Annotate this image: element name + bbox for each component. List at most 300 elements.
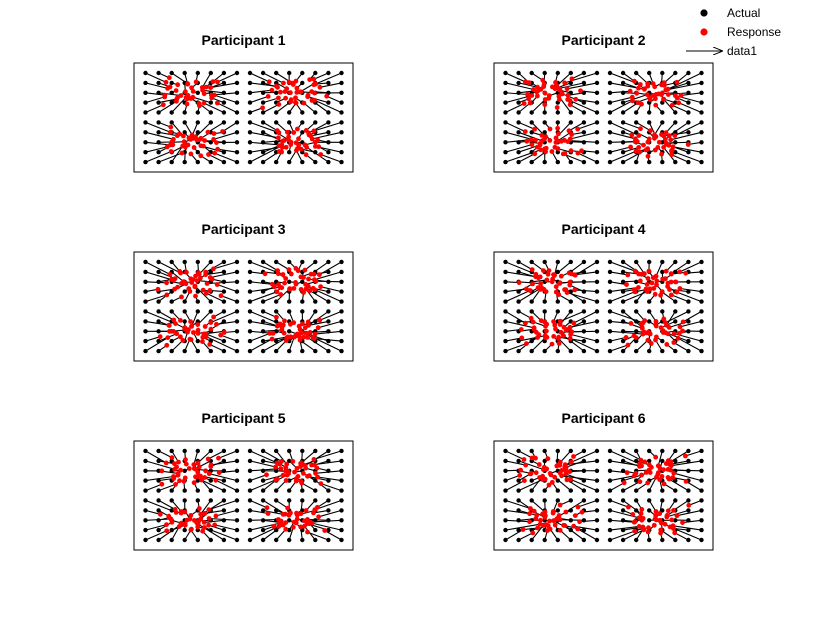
actual-point <box>608 110 612 114</box>
actual-point <box>143 469 147 473</box>
response-point <box>196 460 201 465</box>
actual-point <box>595 110 599 114</box>
actual-point <box>339 110 343 114</box>
response-point <box>676 100 681 105</box>
actual-point <box>143 289 147 293</box>
actual-point <box>313 498 317 502</box>
response-point <box>649 465 654 470</box>
actual-point <box>196 130 200 134</box>
actual-point <box>516 160 520 164</box>
actual-point <box>634 280 638 284</box>
actual-point <box>503 81 507 85</box>
response-point <box>667 287 672 292</box>
response-point <box>622 480 627 485</box>
actual-point <box>143 81 147 85</box>
response-point <box>686 503 691 508</box>
actual-point <box>699 518 703 522</box>
response-point <box>281 323 286 328</box>
response-point <box>532 127 537 132</box>
response-point <box>287 80 292 85</box>
response-point <box>270 337 275 342</box>
actual-point <box>582 349 586 353</box>
response-point <box>291 525 296 530</box>
actual-point <box>503 71 507 75</box>
response-point <box>535 526 540 531</box>
actual-point <box>530 71 534 75</box>
actual-point <box>326 260 330 264</box>
actual-point <box>170 309 174 313</box>
actual-point <box>556 299 560 303</box>
response-point <box>556 86 561 91</box>
response-point <box>642 318 647 323</box>
response-point <box>277 143 282 148</box>
response-point <box>279 519 284 524</box>
response-point <box>174 88 179 93</box>
actual-point <box>608 329 612 333</box>
actual-point <box>569 488 573 492</box>
actual-point <box>516 289 520 293</box>
response-point <box>563 462 568 467</box>
actual-point <box>313 260 317 264</box>
response-point <box>528 101 533 106</box>
actual-point <box>156 309 160 313</box>
response-point <box>534 90 539 95</box>
actual-point <box>673 260 677 264</box>
response-point <box>628 89 633 94</box>
response-point <box>566 93 571 98</box>
actual-point <box>582 449 586 453</box>
actual-point <box>235 260 239 264</box>
actual-point <box>621 289 625 293</box>
actual-point <box>183 349 187 353</box>
actual-point <box>287 110 291 114</box>
response-point <box>318 284 323 289</box>
actual-point <box>183 289 187 293</box>
response-point <box>263 271 268 276</box>
response-point <box>548 527 553 532</box>
response-point <box>164 80 169 85</box>
actual-point <box>170 299 174 303</box>
actual-point <box>235 449 239 453</box>
actual-point <box>235 120 239 124</box>
response-point <box>175 82 180 87</box>
panel-title: Participant 6 <box>561 410 646 426</box>
actual-point <box>686 100 690 104</box>
actual-point <box>608 488 612 492</box>
actual-point <box>339 120 343 124</box>
response-point <box>666 508 671 513</box>
actual-point <box>222 309 226 313</box>
actual-point <box>569 81 573 85</box>
response-point <box>666 87 671 92</box>
actual-point <box>621 518 625 522</box>
actual-point <box>621 81 625 85</box>
legend-label-actual: Actual <box>727 6 761 20</box>
response-point <box>279 459 284 464</box>
response-point <box>663 330 668 335</box>
response-point <box>527 80 532 85</box>
actual-point <box>222 120 226 124</box>
actual-point <box>608 120 612 124</box>
actual-point <box>634 488 638 492</box>
actual-point <box>699 349 703 353</box>
response-point <box>573 513 578 518</box>
actual-point <box>156 488 160 492</box>
response-point <box>674 280 679 285</box>
actual-point <box>156 528 160 532</box>
actual-point <box>156 100 160 104</box>
actual-point <box>156 160 160 164</box>
actual-point <box>143 309 147 313</box>
actual-point <box>608 478 612 482</box>
response-point <box>532 509 537 514</box>
response-point <box>669 463 674 468</box>
response-point <box>524 139 529 144</box>
actual-point <box>248 478 252 482</box>
actual-point <box>699 309 703 313</box>
response-point <box>653 96 658 101</box>
response-point <box>278 90 283 95</box>
actual-point <box>287 120 291 124</box>
actual-point <box>621 498 625 502</box>
actual-point <box>530 449 534 453</box>
actual-point <box>686 319 690 323</box>
actual-point <box>595 289 599 293</box>
actual-point <box>647 299 651 303</box>
actual-point <box>621 459 625 463</box>
response-point <box>552 475 557 480</box>
actual-point <box>235 81 239 85</box>
response-vector <box>506 73 526 82</box>
actual-point <box>209 71 213 75</box>
panel-marks <box>143 260 343 354</box>
response-point <box>667 133 672 138</box>
actual-point <box>196 160 200 164</box>
response-point <box>289 97 294 102</box>
actual-point <box>143 518 147 522</box>
response-point <box>543 91 548 96</box>
actual-point <box>660 160 664 164</box>
response-point <box>167 323 172 328</box>
actual-point <box>543 260 547 264</box>
actual-point <box>516 150 520 154</box>
response-point <box>568 336 573 341</box>
actual-point <box>556 270 560 274</box>
actual-point <box>516 459 520 463</box>
actual-point <box>569 260 573 264</box>
actual-point <box>300 498 304 502</box>
actual-point <box>248 120 252 124</box>
actual-point <box>235 289 239 293</box>
response-point <box>168 130 173 135</box>
response-point <box>519 327 524 332</box>
actual-point <box>634 349 638 353</box>
response-point <box>168 85 173 90</box>
response-point <box>537 475 542 480</box>
actual-point <box>543 498 547 502</box>
response-point <box>551 319 556 324</box>
response-point <box>182 139 187 144</box>
actual-point <box>143 498 147 502</box>
response-point <box>309 463 314 468</box>
actual-point <box>595 528 599 532</box>
actual-point <box>248 538 252 542</box>
response-point <box>638 479 643 484</box>
actual-point <box>274 349 278 353</box>
response-point <box>312 336 317 341</box>
response-point <box>532 151 537 156</box>
response-point <box>171 318 176 323</box>
response-point <box>522 101 527 106</box>
response-point <box>636 285 641 290</box>
response-point <box>648 128 653 133</box>
response-point <box>545 335 550 340</box>
actual-point <box>530 260 534 264</box>
response-point <box>299 330 304 335</box>
actual-point <box>261 309 265 313</box>
response-point <box>295 127 300 132</box>
actual-point <box>634 459 638 463</box>
actual-point <box>595 150 599 154</box>
response-point <box>638 126 643 131</box>
actual-point <box>608 160 612 164</box>
actual-point <box>569 349 573 353</box>
response-point <box>655 145 660 150</box>
panel-title: Participant 1 <box>201 32 286 48</box>
actual-point <box>673 160 677 164</box>
actual-point <box>699 319 703 323</box>
actual-point <box>156 459 160 463</box>
actual-point <box>143 488 147 492</box>
response-point <box>517 280 522 285</box>
actual-point <box>183 71 187 75</box>
response-point <box>653 455 658 460</box>
response-point <box>564 510 569 515</box>
actual-point <box>673 538 677 542</box>
response-point <box>556 146 561 151</box>
actual-point <box>235 508 239 512</box>
actual-point <box>686 81 690 85</box>
actual-point <box>274 498 278 502</box>
actual-point <box>339 71 343 75</box>
actual-point <box>569 518 573 522</box>
actual-point <box>222 280 226 284</box>
response-point <box>529 471 534 476</box>
response-point <box>189 85 194 90</box>
response-point <box>664 342 669 347</box>
actual-point <box>143 299 147 303</box>
response-point <box>312 287 317 292</box>
response-point <box>652 84 657 89</box>
actual-point <box>274 71 278 75</box>
actual-point <box>530 339 534 343</box>
actual-point <box>569 71 573 75</box>
actual-point <box>582 309 586 313</box>
actual-point <box>339 528 343 532</box>
response-point <box>198 517 203 522</box>
actual-point <box>261 319 265 323</box>
response-point <box>569 460 574 465</box>
actual-point <box>582 260 586 264</box>
actual-point <box>699 289 703 293</box>
response-point <box>542 465 547 470</box>
response-point <box>659 325 664 330</box>
actual-point <box>582 81 586 85</box>
response-point <box>312 277 317 282</box>
actual-point <box>143 160 147 164</box>
actual-point <box>673 349 677 353</box>
actual-point <box>222 160 226 164</box>
response-point <box>517 473 522 478</box>
response-point <box>668 468 673 473</box>
actual-point <box>326 160 330 164</box>
actual-point <box>543 538 547 542</box>
actual-point <box>516 518 520 522</box>
actual-point <box>699 488 703 492</box>
actual-point <box>582 270 586 274</box>
response-point <box>183 457 188 462</box>
actual-point <box>261 71 265 75</box>
actual-point <box>621 91 625 95</box>
response-point <box>281 473 286 478</box>
response-point <box>209 463 214 468</box>
actual-point <box>248 81 252 85</box>
actual-point <box>660 110 664 114</box>
actual-point <box>235 71 239 75</box>
actual-point <box>516 260 520 264</box>
actual-point <box>287 71 291 75</box>
actual-point <box>503 478 507 482</box>
panel-participant-3 <box>134 221 353 361</box>
response-point <box>198 153 203 158</box>
response-point <box>545 456 550 461</box>
actual-point <box>595 120 599 124</box>
actual-point <box>261 349 265 353</box>
actual-point <box>595 349 599 353</box>
actual-point <box>686 508 690 512</box>
response-point <box>206 152 211 157</box>
response-point <box>646 154 651 159</box>
actual-point <box>699 260 703 264</box>
response-point <box>172 287 177 292</box>
actual-point <box>248 150 252 154</box>
actual-point <box>530 299 534 303</box>
response-point <box>180 151 185 156</box>
response-point <box>306 131 311 136</box>
response-point <box>641 143 646 148</box>
actual-point <box>261 528 265 532</box>
actual-point <box>196 71 200 75</box>
actual-point <box>621 160 625 164</box>
actual-point <box>209 100 213 104</box>
response-point <box>177 132 182 137</box>
response-point <box>630 95 635 100</box>
response-vector <box>610 500 628 507</box>
actual-point <box>326 110 330 114</box>
response-point <box>523 129 528 134</box>
actual-point <box>326 140 330 144</box>
response-point <box>521 527 526 532</box>
actual-point <box>248 349 252 353</box>
response-point <box>207 507 212 512</box>
actual-point <box>209 160 213 164</box>
actual-point <box>183 449 187 453</box>
actual-point <box>143 100 147 104</box>
response-point <box>303 325 308 330</box>
actual-point <box>673 120 677 124</box>
response-vector <box>202 480 224 491</box>
actual-point <box>156 260 160 264</box>
response-point <box>173 482 178 487</box>
actual-point <box>608 280 612 284</box>
actual-point <box>261 488 265 492</box>
response-point <box>656 92 661 97</box>
response-point <box>556 292 561 297</box>
actual-point <box>261 508 265 512</box>
actual-point <box>248 329 252 333</box>
actual-point <box>235 339 239 343</box>
actual-point <box>326 478 330 482</box>
actual-point <box>261 150 265 154</box>
actual-point <box>595 508 599 512</box>
actual-point <box>686 289 690 293</box>
actual-point <box>143 459 147 463</box>
response-point <box>199 478 204 483</box>
response-point <box>215 101 220 106</box>
response-point <box>182 510 187 515</box>
actual-point <box>143 349 147 353</box>
actual-point <box>608 349 612 353</box>
actual-point <box>582 289 586 293</box>
actual-point <box>339 319 343 323</box>
response-point <box>316 514 321 519</box>
response-point <box>313 144 318 149</box>
actual-point <box>339 299 343 303</box>
actual-point <box>339 508 343 512</box>
actual-point <box>235 91 239 95</box>
actual-point <box>248 91 252 95</box>
actual-point <box>248 160 252 164</box>
actual-point <box>595 339 599 343</box>
response-point <box>561 523 566 528</box>
actual-point <box>582 459 586 463</box>
response-point <box>305 530 310 535</box>
actual-point <box>686 469 690 473</box>
actual-point <box>156 120 160 124</box>
actual-point <box>156 140 160 144</box>
response-point <box>298 461 303 466</box>
actual-point <box>686 71 690 75</box>
actual-point <box>300 349 304 353</box>
response-point <box>279 150 284 155</box>
actual-point <box>621 349 625 353</box>
actual-point <box>287 498 291 502</box>
actual-point <box>313 110 317 114</box>
actual-point <box>326 299 330 303</box>
response-point <box>193 135 198 140</box>
response-point <box>306 277 311 282</box>
actual-point <box>339 260 343 264</box>
response-point <box>562 81 567 86</box>
response-vector <box>196 122 211 137</box>
response-point <box>676 336 681 341</box>
actual-point <box>183 160 187 164</box>
actual-point <box>170 120 174 124</box>
response-point <box>522 457 527 462</box>
actual-point <box>569 508 573 512</box>
response-point <box>646 525 651 530</box>
response-point <box>305 474 310 479</box>
